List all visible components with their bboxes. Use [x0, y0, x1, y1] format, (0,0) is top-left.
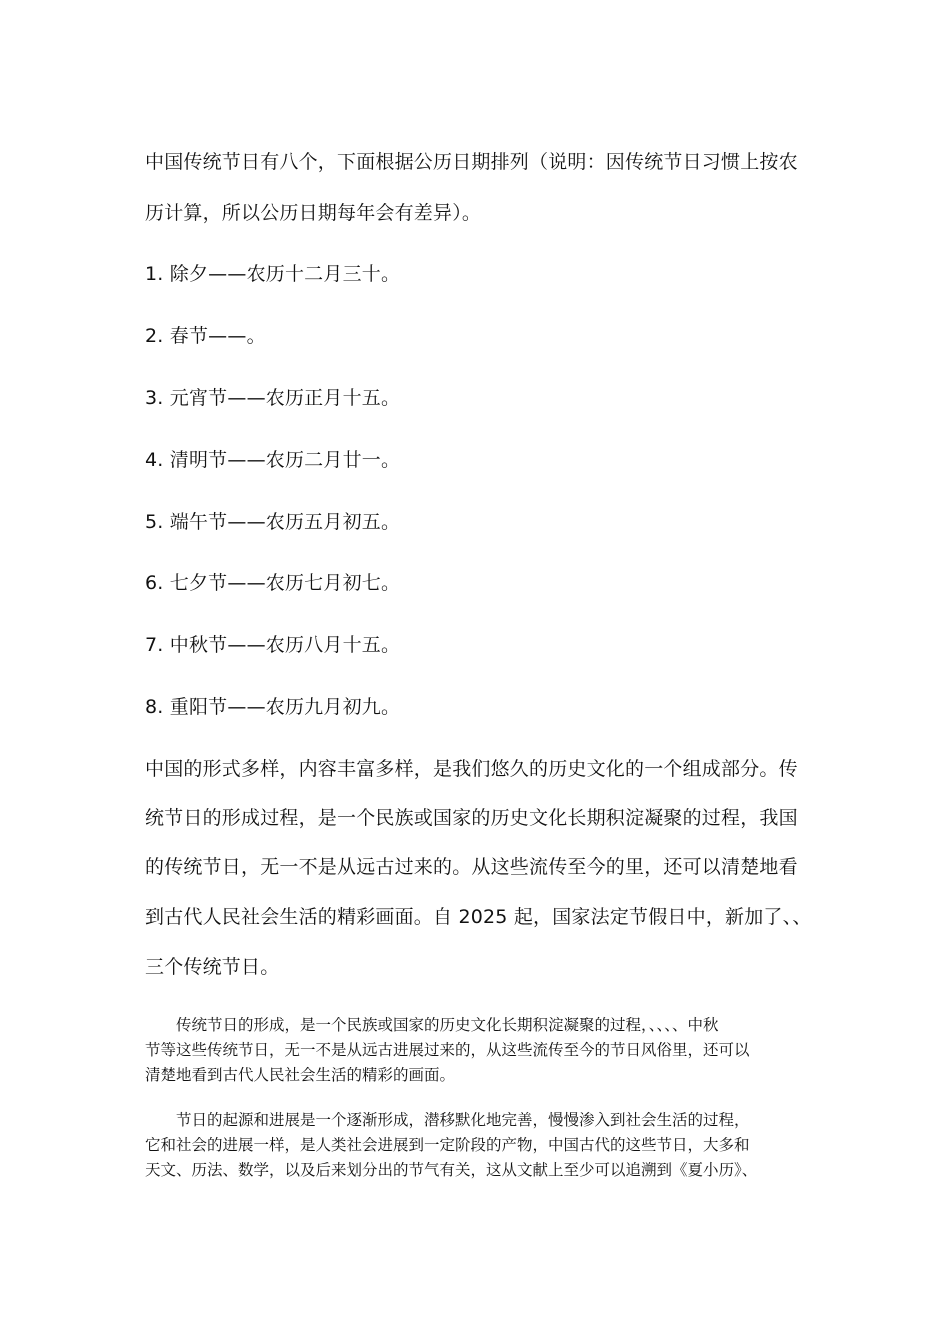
festival-item-6: 6. 七夕节——农历七月初七。: [145, 572, 401, 594]
festival-item-8: 8. 重阳节——农历九月初九。: [145, 696, 401, 718]
paragraph-line-1: 中国的形式多样，内容丰富多样，是我们悠久的历史文化的一个组成部分。传: [145, 758, 798, 780]
festival-item-1: 1. 除夕——农历十二月三十。: [145, 263, 401, 285]
festival-item-4: 4. 清明节——农历二月廿一。: [145, 449, 401, 471]
small-paragraph-2-line-3: 天文、历法、数学，以及后来划分出的节气有关，这从文献上至少可以追溯到《夏小历》、: [145, 1161, 758, 1179]
festival-item-7: 7. 中秋节——农历八月十五。: [145, 634, 401, 656]
paragraph-line-4: 到古代人民社会生活的精彩画面。自 2025 起，国家法定节假日中，新加了、、: [145, 906, 812, 928]
intro-line-1: 中国传统节日有八个，下面根据公历日期排列（说明：因传统节日习惯上按农: [145, 151, 798, 173]
small-paragraph-2-line-1: 节日的起源和进展是一个逐渐形成，潜移默化地完善，慢慢渗入到社会生活的过程，: [176, 1111, 750, 1129]
festival-item-2: 2. 春节——。: [145, 325, 266, 347]
small-paragraph-1-line-2: 节等这些传统节日，无一不是从远古进展过来的，从这些流传至今的节日风俗里，还可以: [145, 1041, 750, 1059]
paragraph-line-2: 统节日的形成过程，是一个民族或国家的历史文化长期积淀凝聚的过程，我国: [145, 807, 798, 829]
intro-line-2: 历计算，所以公历日期每年会有差异）。: [145, 202, 482, 224]
small-paragraph-1-line-3: 清楚地看到古代人民社会生活的精彩的画面。: [145, 1066, 456, 1084]
paragraph-line-3: 的传统节日，无一不是从远古过来的。从这些流传至今的里，还可以清楚地看: [145, 856, 798, 878]
small-paragraph-1-line-1: 传统节日的形成，是一个民族或国家的历史文化长期积淀凝聚的过程，、、、、中秋: [176, 1016, 719, 1034]
paragraph-line-5: 三个传统节日。: [145, 956, 280, 978]
small-paragraph-2-line-2: 它和社会的进展一样，是人类社会进展到一定阶段的产物，中国古代的这些节日，大多和: [145, 1136, 750, 1154]
festival-item-5: 5. 端午节——农历五月初五。: [145, 511, 401, 533]
festival-item-3: 3. 元宵节——农历正月十五。: [145, 387, 401, 409]
